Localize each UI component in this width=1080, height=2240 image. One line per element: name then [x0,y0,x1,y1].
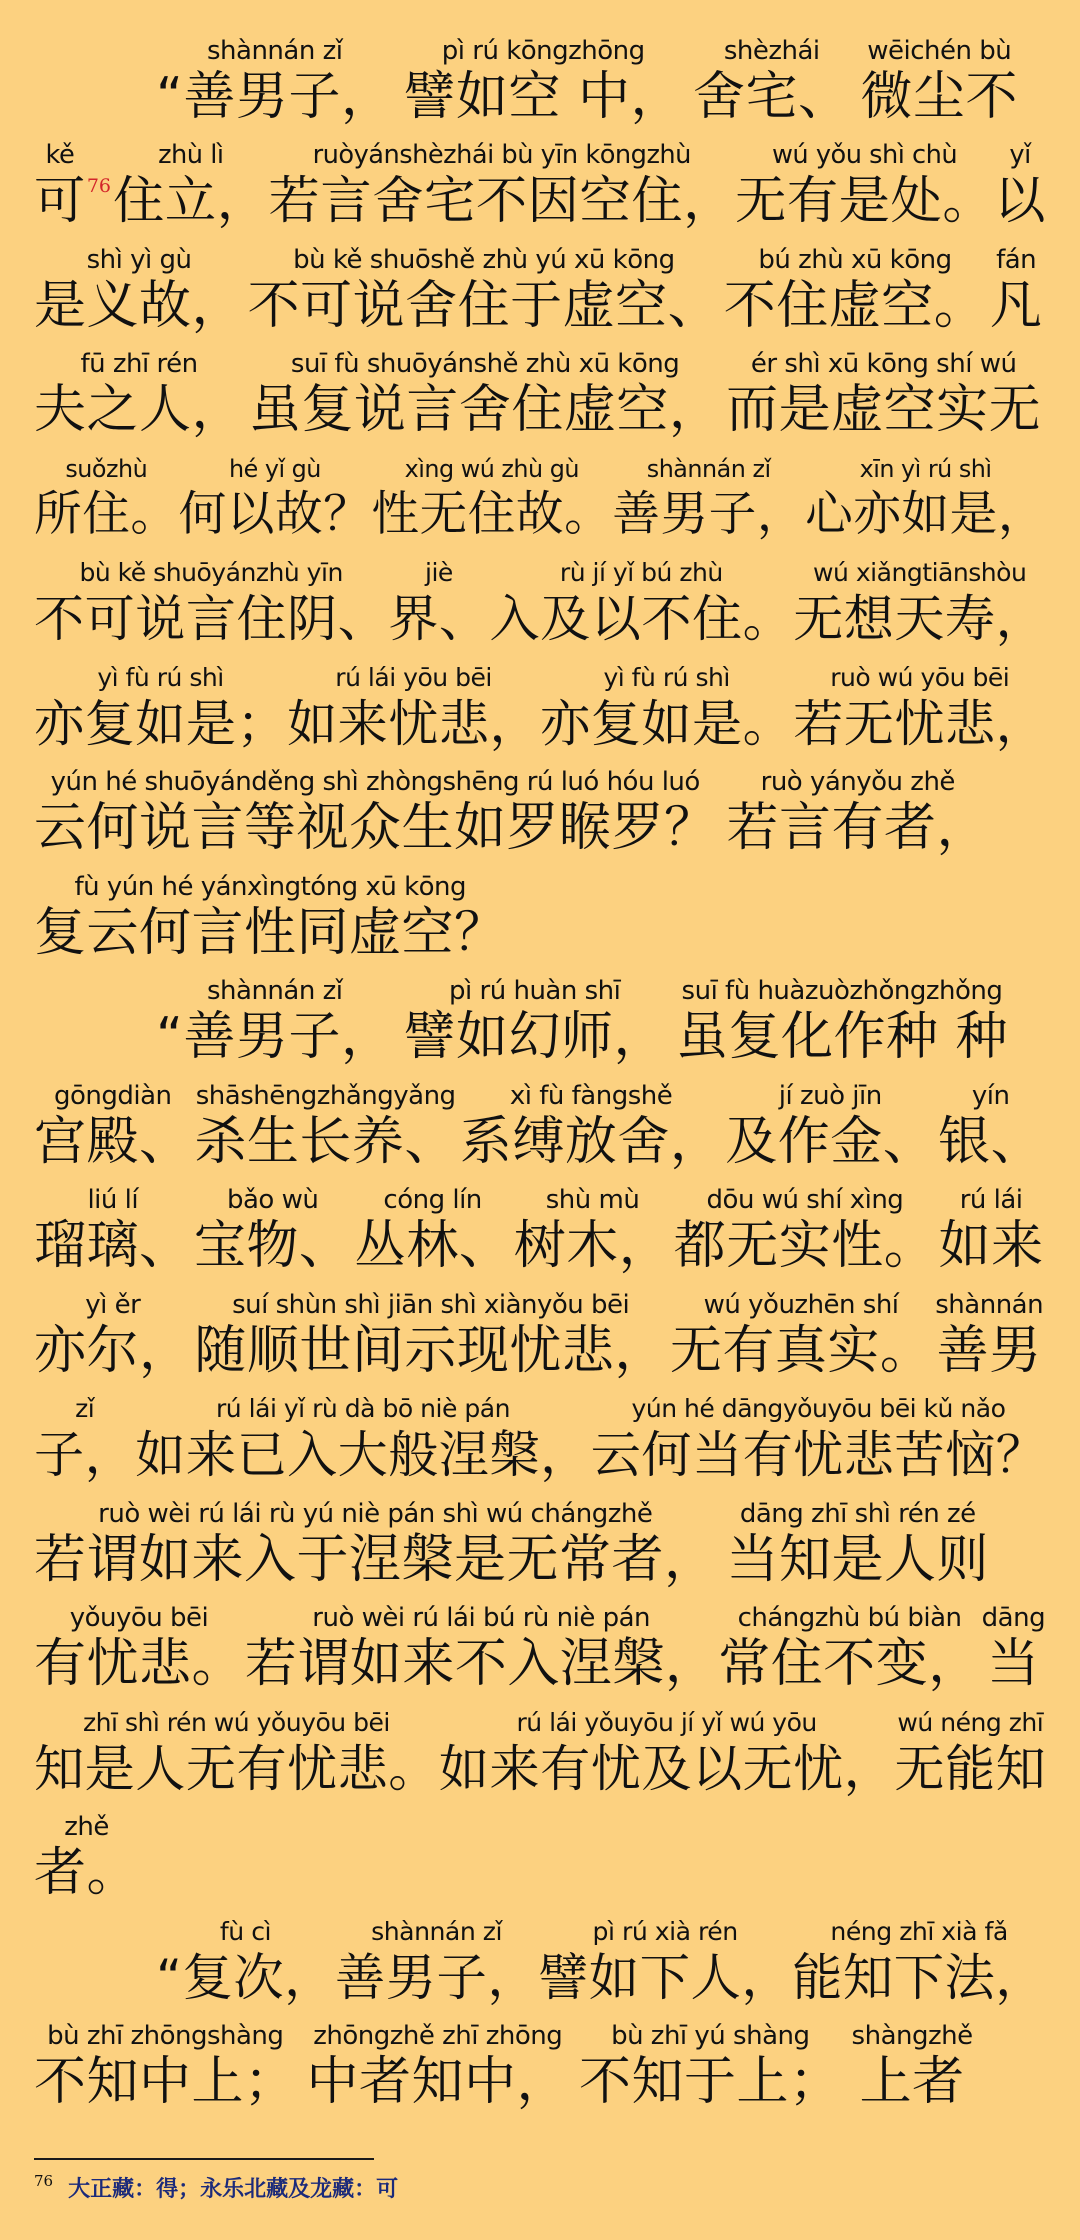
annotated-phrase [34,1289,192,1381]
hanzi: 性无住故。 [371,486,613,542]
annotated-phrase [718,1602,981,1694]
pinyin: dāng zhī shì rén zé [739,1498,976,1529]
pinyin: bù zhī zhōngshàng [47,2021,284,2051]
annotated-phrase [248,244,721,336]
annotated-phrase [307,2020,570,2112]
annotated-phrase [793,557,1046,649]
annotated-phrase [388,557,489,649]
annotated-phrase [514,1184,672,1276]
hanzi: 银、 [938,1111,1044,1172]
pinyin: yì fù rú shì [97,662,224,692]
pinyin: ruò wú yōu bēi [830,662,1010,692]
hanzi: 若无忧悲， [793,693,1047,753]
pinyin: shànnán zǐ [206,976,343,1006]
annotated-phrase [725,1080,935,1172]
hanzi: 亦复如是。 [540,693,794,753]
footnote-reference[interactable]: 76 [86,175,112,197]
annotated-phrase [670,1289,933,1381]
hanzi: 当知是人则 [726,1529,990,1590]
pinyin: rù jí yǐ bú zhù [559,558,723,587]
pinyin: ruò yányǒu zhě [760,767,955,797]
text-line [34,866,1046,971]
hanzi: 微尘不 [860,66,1019,127]
pinyin: pì rú xià rén [592,1916,738,1946]
pinyin: fán [996,244,1037,275]
hanzi: 界、 [388,589,490,648]
text-line [34,1389,1046,1494]
footnote-divider [34,2158,374,2160]
hanzi: 云何说言等视众生如罗睺罗？ [34,798,717,858]
annotated-phrase [938,1080,1043,1172]
pinyin: zhī shì rén wú yǒuyōu bēi [83,1707,390,1737]
hanzi: 譬如空 中， [403,66,683,127]
pinyin: yín [971,1080,1010,1111]
hanzi: 譬如下人， [538,1947,793,2007]
annotated-phrase [156,1916,335,2008]
pinyin: jí zuò jīn [778,1080,882,1111]
annotated-phrase [34,766,717,858]
pinyin: shāshēngzhǎngyǎng [195,1080,456,1111]
pinyin: bù kě shuōshě zhù yú xū kōng [293,244,675,275]
annotated-phrase [591,1393,1047,1485]
text-line [34,1180,1046,1285]
annotated-phrase [34,662,287,754]
annotated-phrase [540,662,793,754]
hanzi: 不可说言住阴、 [34,589,389,648]
annotated-phrase [34,2020,297,2112]
annotated-phrase [371,453,612,545]
pinyin: shù mù [545,1185,640,1215]
hanzi: 何以故？ [178,486,372,542]
hanzi: 者。 [34,1843,140,1903]
annotated-phrase [490,557,794,649]
paragraph [34,971,1046,1912]
hanzi: 若谓如来入于涅槃是无常者， [34,1529,717,1590]
pinyin: ruò wèi rú lái bú rù niè pán [312,1603,651,1633]
pinyin: fù cì [219,1916,272,1946]
annotated-phrase [194,1184,352,1276]
pinyin: suí shùn shì jiān shì xiànyǒu bēi [232,1289,630,1320]
annotated-phrase [34,1602,244,1694]
hanzi: 如来忧悲， [287,693,541,753]
text-line [34,1911,1046,2016]
pinyin: rú lái [959,1185,1023,1215]
annotated-phrase [194,1080,457,1172]
annotated-phrase [674,1184,937,1276]
hanzi: 以 [994,171,1046,231]
annotated-phrase [403,35,683,127]
hanzi: 虽复化作种 种 [675,1007,1008,1067]
annotated-phrase [34,348,244,440]
pinyin: fū zhī rén [80,349,198,379]
pinyin: suī fù huàzuòzhǒngzhǒng [681,976,1003,1006]
footnote [34,2172,398,2203]
text-line [34,1807,1046,1912]
annotated-phrase [724,244,987,336]
hanzi: “善男子， [156,66,394,127]
annotated-phrase [34,557,388,649]
hanzi: 譬如幻师， [403,1007,666,1067]
hanzi: 随顺世间示现忧悲， [194,1320,667,1381]
pinyin: gōngdiàn [53,1080,172,1111]
hanzi: 宫殿、 [34,1111,192,1172]
hanzi: 善男子， [334,1947,539,2007]
pinyin: wú xiǎngtiānshòu [813,558,1027,587]
hanzi: 虽复说言舍住虚空， [248,380,722,440]
text-line [34,1493,1046,1598]
annotated-phrase [34,1184,192,1276]
hanzi: 是义故， [34,275,245,336]
pinyin: ruòyánshèzhái bù yīn kōngzhù [312,140,691,170]
hanzi: 能知下法， [792,1947,1047,2007]
pinyin: yì fù rú shì [603,662,730,692]
annotated-phrase [34,1498,717,1590]
annotated-phrase [726,348,1041,440]
annotated-phrase [335,1916,538,2008]
annotated-phrase [249,348,722,440]
pinyin: bǎo wù [227,1185,319,1215]
annotated-phrase [179,453,372,545]
annotated-phrase [113,139,269,231]
footnote-number: 76 [34,2172,54,2190]
hanzi: 宝物、 [193,1216,352,1276]
annotated-phrase [676,975,1008,1067]
pinyin: bú zhù xū kōng [758,244,952,275]
hanzi: 亦尔， [34,1320,192,1381]
pinyin: dāng [981,1603,1046,1633]
text-line [34,657,1046,762]
hanzi: 知是人无有忧悲。 [34,1738,439,1798]
hanzi: 亦复如是； [34,693,288,753]
hanzi: 所住。 [34,486,179,542]
hanzi: 入及以不住。 [489,589,794,648]
hanzi: 中者知中， [306,2052,570,2112]
hanzi: 丛林、 [353,1216,512,1276]
pinyin: shì yì gù [86,244,192,275]
hanzi: 舍宅、 [692,66,851,127]
pinyin: yún hé dāngyǒuyōu bēi kǔ nǎo [631,1394,1006,1423]
annotated-phrase [994,139,1046,231]
text-line [34,553,1046,658]
hanzi: 若言有者， [726,798,990,858]
hanzi: 云何当有忧悲苦恼？ [590,1425,1047,1484]
hanzi: 瑠璃、 [34,1216,192,1276]
annotated-phrase [792,1916,1046,2008]
hanzi: 不知中上； [34,2052,297,2112]
pinyin: yǒuyōu bēi [69,1603,209,1633]
pinyin: shèzhái [723,35,820,66]
annotated-phrase [935,1289,1043,1381]
annotated-phrase [245,1602,718,1694]
annotated-phrase [861,35,1019,127]
pinyin: rú lái yǒuyōu jí yǐ wú yōu [516,1707,817,1737]
pinyin: bù zhī yú shàng [611,2021,810,2051]
pinyin: rú lái yǐ rù dà bō niè pán [216,1394,510,1423]
pinyin: liú lí [87,1185,139,1215]
hanzi: 系缚放舍， [459,1111,723,1172]
pinyin: suǒzhù [65,454,148,483]
text-line [34,1598,1046,1703]
pinyin: yǐ [1009,140,1031,170]
annotated-phrase [894,1707,1046,1799]
annotated-phrase [793,662,1046,754]
pinyin: bù kě shuōyánzhù yīn [79,558,343,587]
text-line [34,448,1046,553]
pinyin: shànnán zǐ [646,454,771,483]
annotated-phrase [34,1707,439,1799]
hanzi: 不住虚空。 [723,275,987,336]
annotated-phrase [990,244,1043,336]
text-line [34,1284,1046,1389]
pinyin: jiè [424,558,453,587]
pinyin: wú néng zhī [897,1707,1044,1737]
hanzi: 子， [34,1425,136,1484]
pinyin: kě [45,140,75,170]
hanzi: 凡 [989,275,1043,336]
annotated-phrase [34,244,244,336]
pinyin: xì fù fàngshě [509,1080,673,1111]
annotated-phrase [354,1184,512,1276]
hanzi: 及作金、 [725,1111,936,1172]
pinyin: shàngzhě [851,2021,973,2051]
hanzi: 如来 [938,1216,1044,1276]
pinyin: néng zhī xià fǎ [830,1916,1008,1946]
hanzi: 住立， [113,171,269,231]
hanzi: “复次， [156,1947,335,2007]
hanzi: 不知于上； [579,2052,842,2112]
text-line [34,971,1046,1076]
hanzi: 夫之人， [34,380,245,440]
pinyin: shànnán zǐ [206,35,343,66]
hanzi: 都无实性。 [673,1216,937,1276]
annotated-phrase [269,139,735,231]
pinyin: dōu wú shí xìng [706,1185,904,1215]
annotated-phrase [939,1184,1044,1276]
annotated-phrase [727,1498,990,1590]
annotated-phrase [34,871,507,963]
pinyin: pì rú huàn shī [449,976,621,1006]
pinyin: xìng wú zhù gù [404,454,579,483]
annotated-phrase [439,1707,895,1799]
hanzi: 善男子， [612,486,806,542]
annotated-phrase [612,453,805,545]
annotated-phrase [194,1289,667,1381]
annotated-phrase [805,453,1046,545]
pinyin: hé yǐ gù [228,454,321,483]
hanzi: 如来已入大般涅槃， [135,1425,591,1484]
annotated-phrase [693,35,851,127]
hanzi: 杀生长养、 [194,1111,457,1172]
annotated-phrase [34,1080,192,1172]
hanzi: 善男 [936,1320,1042,1381]
pinyin: ér shì xū kōng shí wú [750,349,1017,379]
hanzi: 有忧悲。 [34,1634,245,1694]
paragraph [34,30,1046,971]
text-line [34,239,1046,344]
hanzi: 若谓如来不入涅槃， [244,1634,718,1694]
pinyin: yì ěr [85,1289,141,1320]
hanzi: 当 [987,1634,1040,1694]
annotated-phrase [135,1393,591,1485]
pinyin: zhōngzhě zhī zhōng [313,2021,563,2051]
text-line [34,135,1046,240]
hanzi: 常住不变， [718,1634,981,1694]
pinyin: ruò wèi rú lái rù yú niè pán shì wú chángzhě [98,1498,653,1529]
pinyin: zhě [64,1812,109,1842]
hanzi: 可 [34,171,86,231]
pinyin: zhù lì [158,140,224,170]
text-line [34,2016,1046,2121]
annotated-phrase [34,1811,139,1903]
hanzi: 不可说舍住于虚空、 [247,275,721,336]
hanzi: “善男子， [156,1007,394,1067]
pinyin: zǐ [75,1394,95,1423]
hanzi: 而是虚空实无 [726,380,1042,440]
annotated-phrase [460,1080,723,1172]
annotated-phrase [982,1602,1045,1694]
footnote-text: 大正藏：得；永乐北藏及龙藏：可 [68,2176,399,2202]
hanzi: 如来有忧及以无忧， [438,1738,895,1798]
pinyin: shànnán [935,1289,1044,1320]
annotated-phrase [34,453,179,545]
pinyin: xīn yì rú shì [859,454,992,483]
hanzi: 无有是处。 [735,171,995,231]
paragraph [34,1911,1046,2120]
hanzi: 心亦如是， [805,486,1047,542]
pinyin: cóng lín [383,1185,482,1215]
pinyin: wú yǒu shì chù [771,140,958,170]
text-line [34,344,1046,449]
hanzi: 复云何言性同虚空？ [34,902,507,963]
text-line [34,762,1046,867]
annotated-phrase [579,2020,842,2112]
text-line [34,1702,1046,1807]
scripture-text [34,30,1046,2120]
annotated-phrase [34,1393,135,1485]
pinyin: suī fù shuōyánshě zhù xū kōng [290,349,680,379]
annotated-phrase [156,975,393,1067]
annotated-phrase [156,35,393,127]
text-line [34,30,1046,135]
pinyin: wēichén bù [867,35,1012,66]
annotated-phrase [34,139,86,231]
hanzi: 上者 [859,2052,965,2112]
pinyin: yún hé shuōyánděng shì zhòngshēng rú luó hóu luó [50,767,700,797]
hanzi: 无有真实。 [669,1320,933,1381]
hanzi: 无能知 [894,1738,1047,1798]
hanzi: 若言舍宅不因空住， [268,171,735,231]
pinyin: rú lái yōu bēi [335,662,492,692]
annotated-phrase [735,139,994,231]
hanzi: 树木， [513,1216,672,1276]
hanzi: 无想天寿， [793,589,1047,648]
annotated-phrase [538,1916,792,2008]
pinyin: pì rú kōngzhōng [441,35,645,66]
pinyin: chángzhù bú biàn [737,1603,962,1633]
text-line [34,1075,1046,1180]
annotated-phrase [727,766,990,858]
annotated-phrase [852,2020,973,2112]
annotated-phrase [403,975,666,1067]
pinyin: shànnán zǐ [371,1916,502,1946]
pinyin: wú yǒuzhēn shí [703,1289,899,1320]
pinyin: fù yún hé yánxìngtóng xū kōng [74,871,467,902]
annotated-phrase [287,662,540,754]
